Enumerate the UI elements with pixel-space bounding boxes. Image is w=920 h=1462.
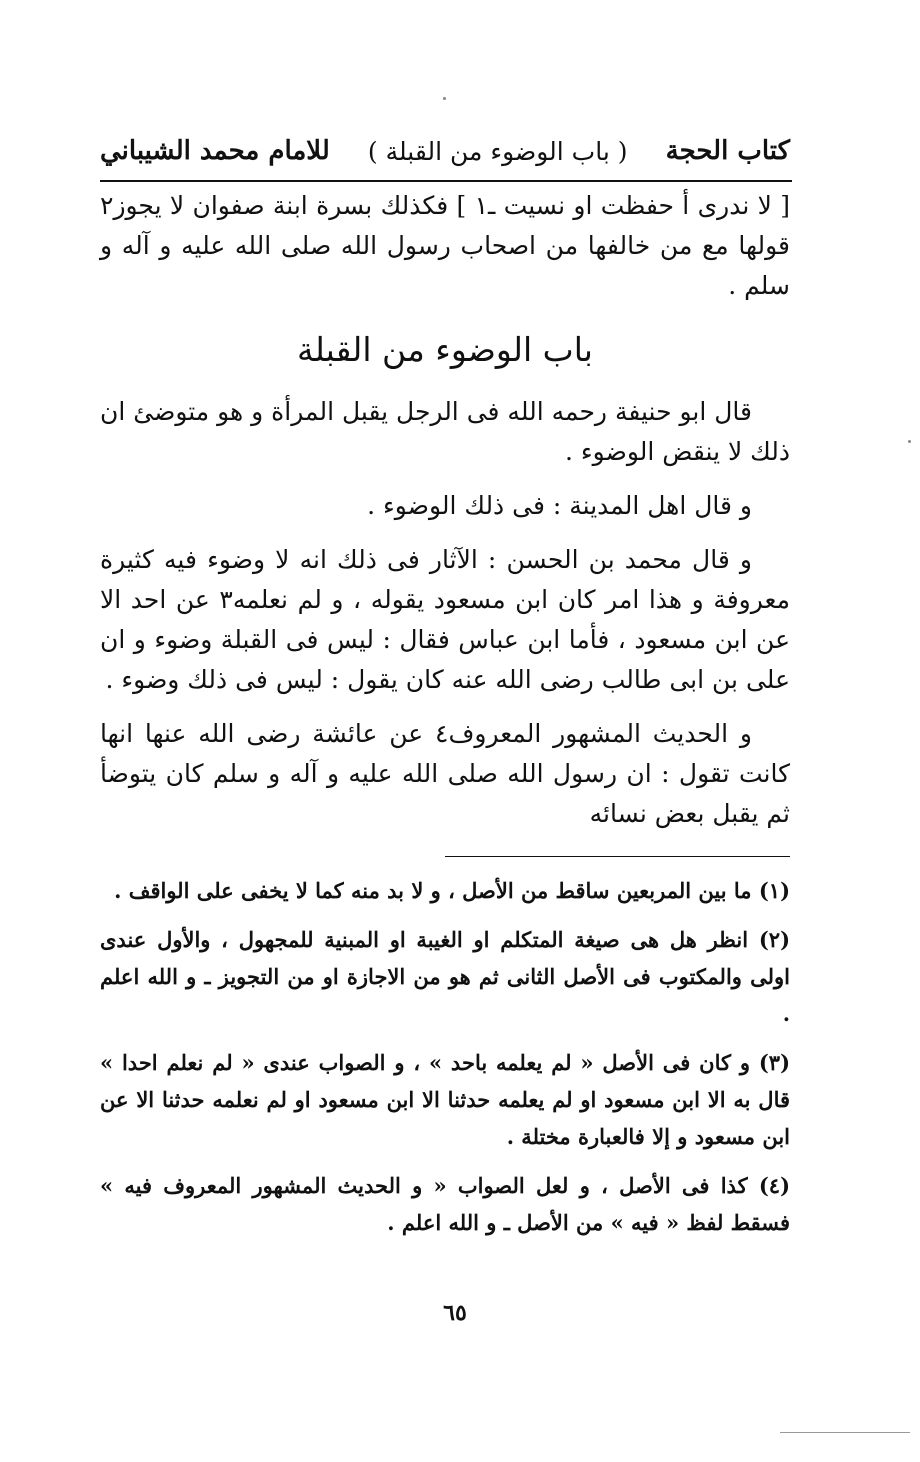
footnote-2: (٢) انظر هل هى صيغة المتكلم او الغيبة او المبنية للمجهول ، والأول عندى اولى والمكتوب فى الأصل الثانى ثم هو من الاجازة او من التجويز ـ و الله اعلم . bbox=[100, 927, 790, 1026]
section-title: باب الوضوء من القبلة bbox=[297, 330, 593, 369]
footnote-1: (١) ما بين المربعين ساقط من الأصل ، و لا بد منه كما لا يخفى على الواقف . bbox=[114, 878, 790, 903]
paragraph-abu-hanifa: قال ابو حنيفة رحمه الله فى الرجل يقبل المرأة و هو متوضئ ان ذلك لا ينقض الوضوء . bbox=[100, 397, 790, 466]
page-number: ٦٥ bbox=[443, 1300, 467, 1326]
paragraph-hadith-aisha: و الحديث المشهور المعروف٤ عن عائشة رضى الله عنها انها كانت تقول : ان رسول الله صلى الله عليه و آله و سلم كان يتوضأ ثم يقبل بعض نسائه bbox=[100, 719, 790, 828]
book-title: كتاب الحجة bbox=[665, 136, 790, 166]
chapter-title: ( باب الوضوء من القبلة ) bbox=[367, 136, 628, 166]
header-rule bbox=[100, 180, 792, 182]
paragraph-muhammad-hasan: و قال محمد بن الحسن : الآثار فى ذلك انه لا وضوء فيه كثيرة معروفة و هذا امر كان ابن مسعود يقوله ، و لم نعلمه٣ عن احد الا عن ابن مسعود ، فأما ابن عباس فقال : ليس فى القبلة وضوء و ان على بن ابى طالب رضى الله عنه كان يقول : ليس فى ذلك وضوء . bbox=[100, 545, 791, 694]
scan-speck bbox=[908, 440, 911, 443]
author-name: للامام محمد الشيباني bbox=[100, 136, 330, 166]
running-header bbox=[100, 126, 790, 176]
scan-edge-line bbox=[780, 1432, 910, 1433]
footnote-rule bbox=[445, 856, 790, 857]
scan-speck bbox=[443, 97, 446, 100]
main-text bbox=[100, 186, 790, 834]
paragraph-ahl-madina: و قال اهل المدينة : فى ذلك الوضوء . bbox=[367, 491, 752, 520]
footnote-3: (٣) و كان فى الأصل « لم يعلمه باحد » ، و الصواب عندى « لم نعلم احدا » قال به الا ابن مسعود او لم يعلمه حدثنا الا ابن مسعود او لم نعلمه حدثنا الا عن ابن مسعود و إلا فالعبارة مختلة . bbox=[100, 1050, 791, 1149]
footnote-4: (٤) كذا فى الأصل ، و لعل الصواب « و الحديث المشهور المعروف فيه » فسقط لفظ « فيه » من الأصل ـ و الله اعلم . bbox=[100, 1173, 790, 1235]
footnotes bbox=[100, 872, 790, 1253]
carry-over-paragraph: [ لا ندرى أ حفظت او نسيت ـ١ ] فكذلك بسرة ابنة صفوان لا يجوز٢ قولها مع من خالفها من اصحاب رسول الله صلى الله عليه و آله و سلم . bbox=[100, 191, 790, 300]
